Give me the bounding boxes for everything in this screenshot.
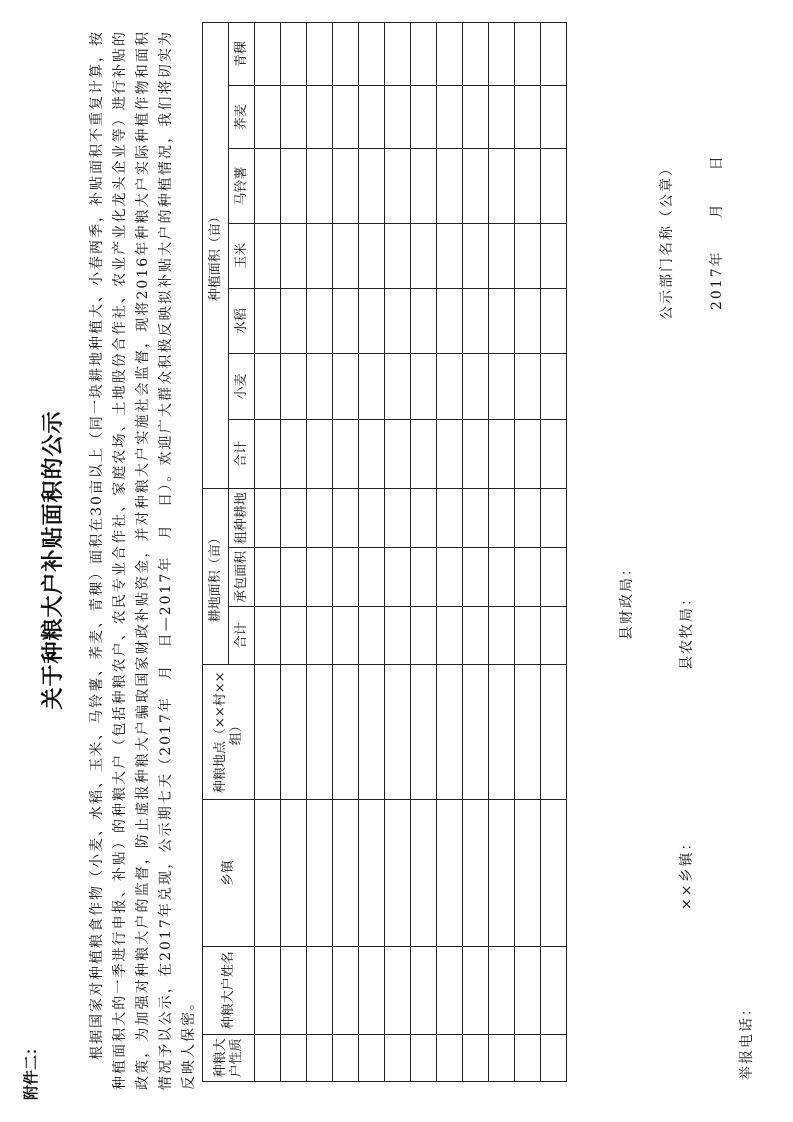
subsidy-table (202, 22, 567, 1082)
table-cell (489, 354, 515, 419)
table-cell (515, 23, 541, 86)
table-cell (437, 354, 463, 419)
table-cell (385, 86, 411, 149)
table-cell (541, 419, 567, 489)
table-cell (541, 149, 567, 223)
table-cell (255, 149, 281, 223)
table-cell (463, 23, 489, 86)
table-cell (255, 223, 281, 288)
table-cell (463, 1034, 489, 1081)
table-cell (463, 354, 489, 419)
table-cell (359, 946, 385, 1034)
table-cell (385, 606, 411, 665)
table-cell (515, 86, 541, 149)
table-cell (385, 149, 411, 223)
table-cell (281, 489, 307, 548)
table-cell (333, 223, 359, 288)
table-cell (437, 800, 463, 946)
table-cell (541, 354, 567, 419)
header-farmland-group: 耕地面积（亩） (203, 489, 229, 665)
table-cell (333, 86, 359, 149)
table-cell (333, 23, 359, 86)
table-cell (515, 606, 541, 665)
table-cell (463, 489, 489, 548)
table-cell (437, 86, 463, 149)
table-row (359, 23, 385, 1082)
table-cell (281, 223, 307, 288)
table-row (489, 23, 515, 1082)
table-cell (333, 149, 359, 223)
table-cell (359, 606, 385, 665)
header-planting-total: 合计 (229, 419, 255, 489)
table-cell (255, 86, 281, 149)
table-cell (541, 288, 567, 353)
finance-bureau-label: 县财政局： (619, 560, 635, 640)
table-cell (359, 86, 385, 149)
header-crop-wheat: 小麦 (229, 354, 255, 419)
table-cell (359, 354, 385, 419)
table-cell (281, 354, 307, 419)
table-cell (541, 223, 567, 288)
rotated-content (16, 20, 776, 1100)
table-row (281, 23, 307, 1082)
table-cell (489, 606, 515, 665)
table-cell (307, 149, 333, 223)
table-cell (333, 548, 359, 607)
table-cell (463, 665, 489, 800)
table-cell (437, 548, 463, 607)
table-cell (255, 23, 281, 86)
table-cell (437, 1034, 463, 1081)
table-cell (307, 606, 333, 665)
table-row (463, 23, 489, 1082)
table-cell (307, 23, 333, 86)
notice-date: 2017年 月 日 (709, 154, 725, 310)
header-crop-rice: 水稻 (229, 288, 255, 353)
table-cell (307, 800, 333, 946)
table-cell (307, 86, 333, 149)
table-cell (385, 548, 411, 607)
table-cell (463, 606, 489, 665)
table-cell (281, 800, 307, 946)
table-row (333, 23, 359, 1082)
header-location: 种粮地点（××村××组） (203, 665, 255, 800)
table-cell (307, 419, 333, 489)
header-planting-group: 种植面积（亩） (203, 23, 229, 489)
table-cell (385, 419, 411, 489)
table-cell (463, 288, 489, 353)
table-cell (385, 946, 411, 1034)
table-cell (463, 149, 489, 223)
table-cell (515, 1034, 541, 1081)
table-cell (281, 548, 307, 607)
table-cell (333, 606, 359, 665)
table-cell (489, 223, 515, 288)
table-cell (411, 223, 437, 288)
table-cell (489, 946, 515, 1034)
table-cell (307, 223, 333, 288)
table-cell (333, 419, 359, 489)
table-cell (489, 665, 515, 800)
table-cell (463, 86, 489, 149)
table-cell (333, 800, 359, 946)
table-cell (411, 1034, 437, 1081)
header-nature: 种粮大户性质 (203, 1034, 255, 1081)
table-cell (489, 800, 515, 946)
table-row (411, 23, 437, 1082)
table-cell (515, 223, 541, 288)
table-cell (385, 800, 411, 946)
table-cell (307, 288, 333, 353)
table-cell (359, 223, 385, 288)
table-cell (359, 665, 385, 800)
table-cell (255, 354, 281, 419)
table-cell (359, 288, 385, 353)
table-cell (307, 1034, 333, 1081)
table-row (437, 23, 463, 1082)
table-cell (359, 548, 385, 607)
table-cell (359, 419, 385, 489)
table-cell (307, 489, 333, 548)
table-cell (385, 23, 411, 86)
township-label: ××乡镇： (679, 834, 695, 910)
agriculture-bureau-label: 县农牧局： (679, 590, 695, 670)
table-cell (281, 1034, 307, 1081)
table-cell (437, 606, 463, 665)
table-cell (281, 288, 307, 353)
table-cell (255, 419, 281, 489)
table-cell (385, 665, 411, 800)
header-name: 种粮大户姓名 (203, 946, 255, 1034)
header-farmland-total: 合计 (229, 606, 255, 665)
header-crop-barley: 青稞 (229, 23, 255, 86)
table-cell (437, 489, 463, 548)
table-cell (411, 800, 437, 946)
table-cell (515, 149, 541, 223)
table-cell (411, 86, 437, 149)
table-cell (463, 548, 489, 607)
table-cell (541, 548, 567, 607)
table-cell (411, 606, 437, 665)
table-cell (307, 946, 333, 1034)
table-cell (385, 354, 411, 419)
attachment-label: 附件二： (22, 1039, 40, 1100)
table-cell (359, 800, 385, 946)
table-cell (255, 800, 281, 946)
table-cell (281, 23, 307, 86)
table-row (515, 23, 541, 1082)
header-crop-corn: 玉米 (229, 223, 255, 288)
table-cell (541, 946, 567, 1034)
table-cell (411, 23, 437, 86)
table-cell (515, 665, 541, 800)
table-cell (489, 548, 515, 607)
table-cell (463, 223, 489, 288)
table-cell (255, 665, 281, 800)
table-cell (437, 23, 463, 86)
table-cell (411, 149, 437, 223)
table-cell (515, 489, 541, 548)
table-cell (281, 419, 307, 489)
table-cell (437, 946, 463, 1034)
table-cell (541, 86, 567, 149)
table-cell (541, 23, 567, 86)
table-cell (385, 489, 411, 548)
table-cell (255, 1034, 281, 1081)
table-cell (255, 946, 281, 1034)
table-cell (489, 419, 515, 489)
table-cell (281, 665, 307, 800)
table-cell (385, 288, 411, 353)
table-cell (515, 419, 541, 489)
table-cell (515, 800, 541, 946)
header-contract: 承包面积 (229, 548, 255, 607)
table-row (385, 23, 411, 1082)
table-cell (411, 946, 437, 1034)
table-row (255, 23, 281, 1082)
table-cell (333, 1034, 359, 1081)
table-cell (255, 606, 281, 665)
table-cell (333, 665, 359, 800)
table-cell (411, 665, 437, 800)
table-cell (307, 548, 333, 607)
table-cell (437, 149, 463, 223)
table-cell (359, 23, 385, 86)
table-cell (463, 946, 489, 1034)
table-row (541, 23, 567, 1082)
header-crop-buckwheat: 荞麦 (229, 86, 255, 149)
table-cell (255, 288, 281, 353)
table-cell (463, 800, 489, 946)
table-cell (541, 665, 567, 800)
notice-paragraph: 根据国家对种植粮食作物（小麦、水稻、玉米、马铃薯、荞麦、青稞）面积在30亩以上（同一块耕地种植大、小春两季，补贴面积不重复计算，按种植面积大的一季进行申报、补贴）的种粮大户（包括种粮农户、农民专业合作社、家庭农场、土地股份合作社、农业产业化龙头企业等）进行补贴的政策，为加强对种粮大户的监督，防止虚报种粮大户骗取国家财政补贴资金，并对种粮大户实施社会监督，现将2016年种粮大户实际种植作物和面积情况予以公示，在2017年兑现，公示期七天（2017年 月 日—2017年 月 日）。欢迎广大群众积极反映拟补贴大户的种植情况，我们将切实为反映人保密。 (89, 30, 197, 1090)
table-cell (359, 1034, 385, 1081)
phone-label: 举报电话： (739, 1000, 755, 1080)
table-cell (281, 606, 307, 665)
table-cell (333, 489, 359, 548)
table-cell (515, 946, 541, 1034)
table-cell (489, 149, 515, 223)
table-cell (541, 606, 567, 665)
table-cell (281, 946, 307, 1034)
table-cell (515, 288, 541, 353)
table-row (307, 23, 333, 1082)
table-cell (385, 223, 411, 288)
table-cell (437, 419, 463, 489)
header-crop-potato: 马铃薯 (229, 149, 255, 223)
table-cell (359, 489, 385, 548)
table-cell (411, 489, 437, 548)
table-cell (489, 23, 515, 86)
table-cell (385, 1034, 411, 1081)
table-cell (541, 800, 567, 946)
table-cell (437, 223, 463, 288)
table-cell (307, 354, 333, 419)
table-cell (437, 665, 463, 800)
header-township: 乡镇 (203, 800, 255, 946)
table-cell (307, 665, 333, 800)
table-cell (333, 288, 359, 353)
table-cell (255, 548, 281, 607)
table-cell (333, 354, 359, 419)
table-cell (541, 1034, 567, 1081)
table-cell (411, 419, 437, 489)
table-cell (359, 149, 385, 223)
table-cell (437, 288, 463, 353)
table-cell (489, 86, 515, 149)
table-cell (489, 288, 515, 353)
document-title: 关于种粮大户补贴面积的公示 (40, 410, 66, 710)
table-cell (333, 946, 359, 1034)
table-cell (411, 548, 437, 607)
table-cell (489, 489, 515, 548)
table-cell (411, 288, 437, 353)
table-cell (463, 419, 489, 489)
table-cell (281, 149, 307, 223)
table-cell (515, 354, 541, 419)
department-seal-label: 公示部门名称（公章） (659, 160, 675, 320)
table-cell (411, 354, 437, 419)
table-cell (541, 489, 567, 548)
header-rent: 租种耕地 (229, 489, 255, 548)
table-cell (515, 548, 541, 607)
table-cell (281, 86, 307, 149)
table-cell (255, 489, 281, 548)
table-cell (489, 1034, 515, 1081)
